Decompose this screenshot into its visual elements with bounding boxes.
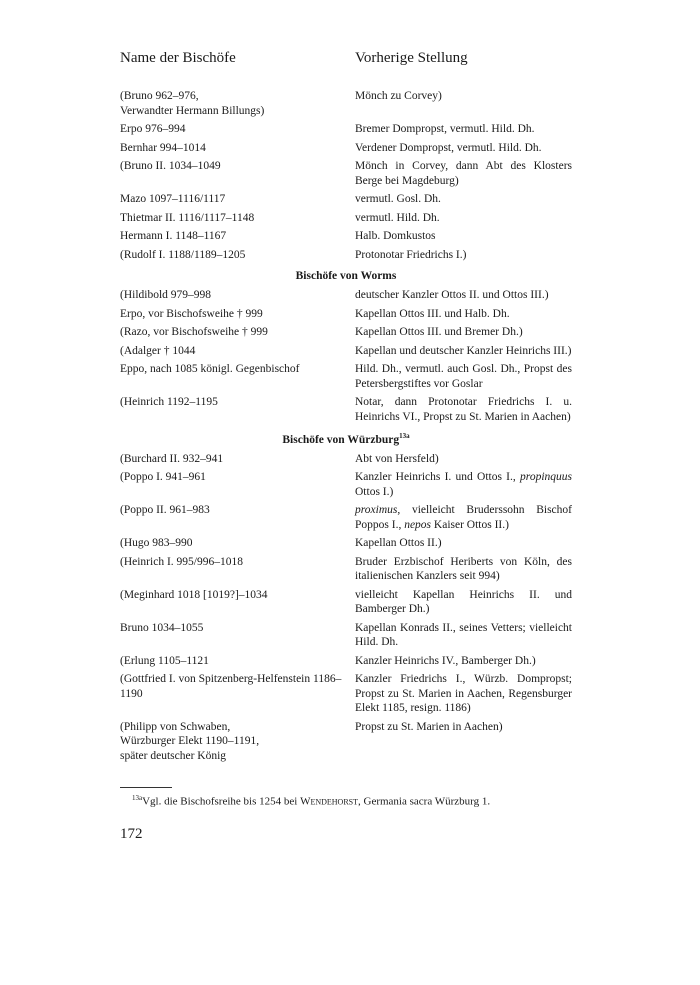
bishop-name: (Adalger † 1044 (120, 344, 196, 357)
position-text: Ottos I.) (355, 485, 394, 498)
latin-term: proximus (355, 504, 398, 517)
table-row (120, 344, 572, 359)
previous-position: deutscher Kanzler Ottos II. und Ottos III.) (355, 289, 549, 301)
previous-position: Bremer Dompropst, vermutl. Hild. Dh. (355, 123, 535, 135)
bishop-name: (Heinrich 1192–1195 (120, 396, 218, 408)
bishop-name: (Hildibold 979–998 (120, 289, 212, 301)
footnote-author: Wendehorst (300, 795, 358, 808)
bishop-name: (Burchard II. 932–941 (120, 452, 224, 465)
bishop-name: Hermann I. 1148–1167 (120, 230, 227, 242)
table-row (120, 89, 572, 118)
section-heading-wuerzburg (120, 432, 572, 446)
footnote-mark: 13a (132, 794, 143, 803)
bishop-name: (Philipp von Schwaben, Würzburger Elekt 1190–1191, später deutscher König (120, 720, 260, 762)
previous-position: vermutl. Hild. Dh. (355, 211, 440, 224)
table-row (120, 720, 572, 764)
bishop-name: (Heinrich I. 995/996–1018 (120, 555, 243, 568)
section-heading-wuerzburg-text: Bischöfe von Würzburg (282, 433, 400, 446)
bishop-name: Bernhar 994–1014 (120, 141, 206, 154)
table-row (120, 503, 572, 532)
bishop-name: (Hugo 983–990 (120, 537, 193, 550)
table-row (120, 672, 572, 716)
latin-term: nepos (404, 518, 432, 531)
bishop-name: (Meginhard 1018 [1019?]–1034 (120, 588, 268, 601)
section-heading-worms: Bischöfe von Worms (295, 270, 397, 282)
previous-position: Mönch in Corvey, dann Abt des Klosters Berge bei Magdeburg) (355, 160, 572, 187)
table-row (120, 229, 572, 244)
previous-position: Mönch zu Corvey) (355, 90, 442, 102)
table-row (120, 159, 572, 188)
table-row (120, 588, 572, 617)
table-row (120, 452, 572, 467)
footnote-rule (120, 787, 172, 788)
table-row (120, 654, 572, 669)
table-row (120, 307, 572, 322)
header-name-column: Name der Bischöfe (120, 50, 236, 66)
table-row (120, 555, 572, 584)
bishop-name: (Rudolf I. 1188/1189–1205 (120, 248, 246, 261)
previous-position: Abt von Hersfeld) (355, 452, 439, 465)
section-footnote-mark: 13a (399, 432, 410, 440)
bishop-name: (Bruno II. 1034–1049 (120, 160, 221, 172)
worms-list (120, 288, 572, 424)
bishop-name: (Bruno 962–976, Verwandter Hermann Billungs) (120, 90, 265, 117)
page-number: 172 (120, 825, 143, 842)
position-text: , vielleicht Bruderssohn Bischof Poppos I., (355, 504, 572, 531)
hildesheim-list (120, 89, 572, 262)
previous-position (355, 503, 572, 532)
bishop-name: Thietmar II. 1116/1117–1148 (120, 211, 255, 224)
bishop-name: (Razo, vor Bischofsweihe † 999 (120, 326, 268, 338)
bishop-name: (Erlung 1105–1121 (120, 654, 209, 667)
previous-position: Kanzler Friedrichs I., Würzb. Dompropst; Propst zu St. Marien in Aachen, Regensburger Elekt 1185, resign. 1186) (355, 673, 572, 715)
table-row (120, 362, 572, 391)
page (120, 50, 572, 843)
table-header (120, 50, 572, 67)
previous-position: Bruder Erzbischof Heriberts von Köln, des italienischen Kanzlers seit 994) (355, 555, 572, 583)
latin-term: propinquus (520, 471, 572, 484)
bishop-name: (Poppo I. 941–961 (120, 471, 206, 484)
previous-position: Kapellan Ottos II.) (355, 537, 442, 550)
previous-position: Kapellan Ottos III. und Halb. Dh. (355, 307, 510, 320)
position-text: Kaiser Ottos II.) (431, 518, 509, 531)
table-row (120, 288, 572, 303)
table-row (120, 192, 572, 207)
previous-position: Verdener Dompropst, vermutl. Hild. Dh. (355, 141, 542, 154)
footnote-text-b: , Germania sacra Würzburg 1. (358, 795, 491, 808)
bishop-name: (Poppo II. 961–983 (120, 504, 210, 517)
table-row (120, 325, 572, 340)
previous-position (355, 470, 572, 499)
wuerzburg-list (120, 452, 572, 764)
table-row (120, 141, 572, 156)
footnote-text-a: Vgl. die Bischofsreihe bis 1254 bei (142, 795, 301, 808)
position-text: Kanzler Heinrichs I. und Ottos I., (355, 471, 521, 484)
table-row (120, 621, 572, 650)
table-row (120, 248, 572, 263)
previous-position: Kapellan Ottos III. und Bremer Dh.) (355, 326, 523, 338)
table-row (120, 395, 572, 424)
bishop-name: Mazo 1097–1116/1117 (120, 193, 226, 205)
table-row (120, 470, 572, 499)
bishop-name: Erpo, vor Bischofsweihe † 999 (120, 307, 263, 320)
footnote (120, 794, 572, 808)
previous-position: vielleicht Kapellan Heinrichs II. und Bamberger Dh.) (355, 588, 572, 616)
table-row (120, 211, 572, 226)
previous-position: Hild. Dh., vermutl. auch Gosl. Dh., Propst des Petersbergstiftes vor Goslar (355, 363, 572, 390)
previous-position: Halb. Domkustos (355, 230, 436, 242)
previous-position: Kapellan Konrads II., seines Vetters; vielleicht Hild. Dh. (355, 621, 572, 649)
previous-position: Propst zu St. Marien in Aachen) (355, 720, 503, 733)
bishop-name: (Gottfried I. von Spitzenberg-Helfenstein 1186–1190 (120, 673, 342, 700)
previous-position: vermutl. Gosl. Dh. (355, 193, 441, 205)
bishop-name: Bruno 1034–1055 (120, 621, 204, 634)
previous-position: Protonotar Friedrichs I.) (355, 248, 467, 261)
previous-position: Kanzler Heinrichs IV., Bamberger Dh.) (355, 654, 536, 667)
header-position-column: Vorherige Stellung (355, 50, 468, 66)
previous-position: Kapellan und deutscher Kanzler Heinrichs III.) (355, 344, 572, 357)
table-row (120, 122, 572, 137)
bishop-name: Eppo, nach 1085 königl. Gegenbischof (120, 363, 300, 375)
previous-position: Notar, dann Protonotar Friedrichs I. u. Heinrichs VI., Propst zu St. Marien in Aachen) (355, 396, 572, 423)
bishop-name: Erpo 976–994 (120, 123, 186, 135)
table-row (120, 536, 572, 551)
